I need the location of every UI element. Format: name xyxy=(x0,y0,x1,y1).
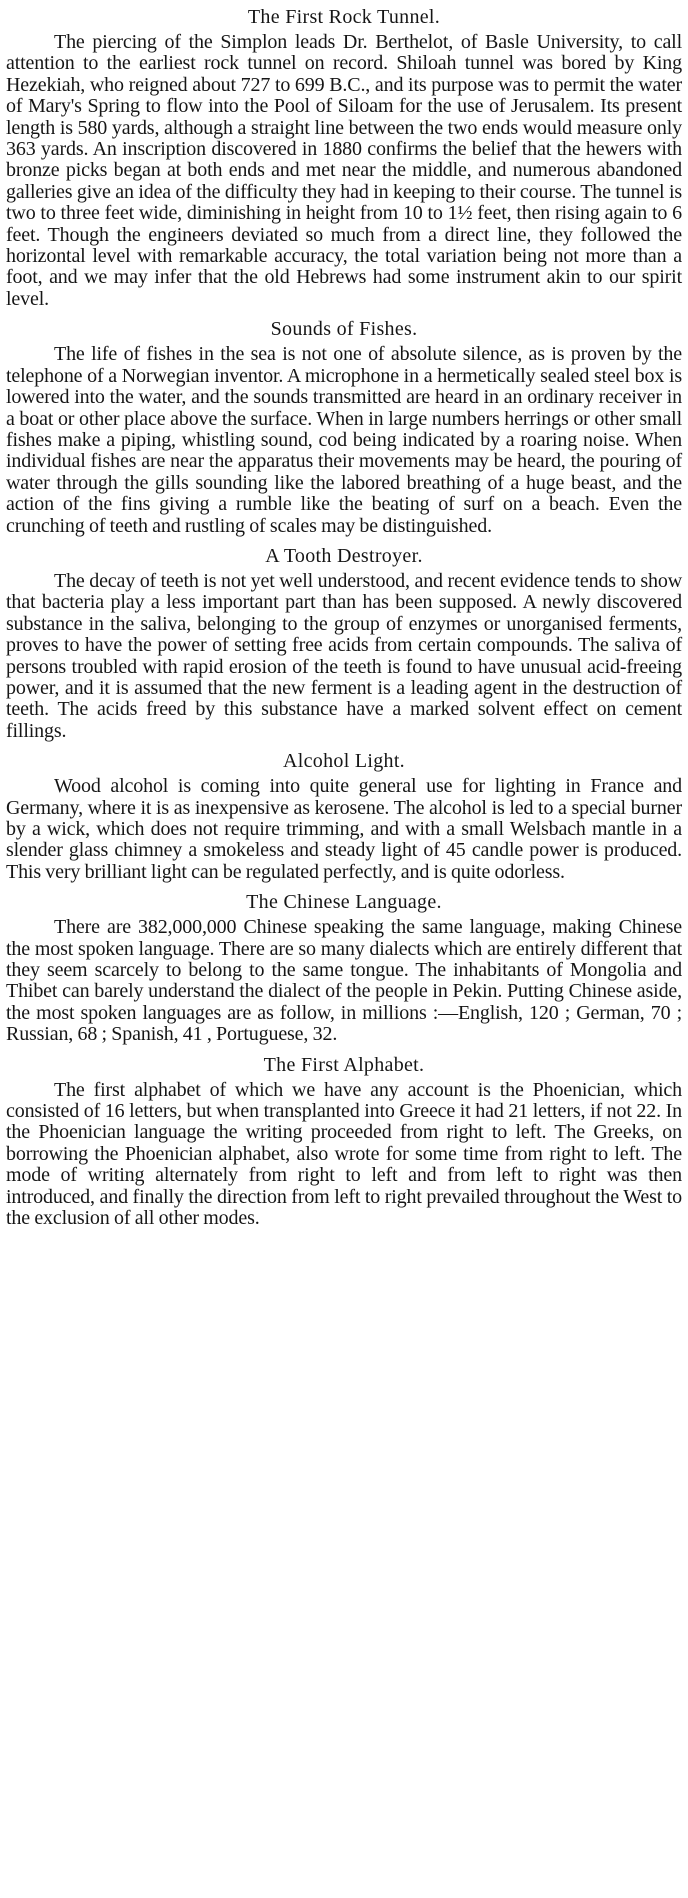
article-headline: The First Rock Tunnel. xyxy=(247,6,441,28)
article-body: There are 382,000,000 Chinese speaking the same language, making Chinese the most spoken language. There are so many dialects which are entirely different that they seem scarcely to belong to the same tongue. The inhabitants of Mongolia and Thibet can barely understand the dialect of the people in Pekin. Putting Chinese aside, the most spoken languages are as follow, in millions :—English, 120 ; German, 70 ; Russian, 68 ; Spanish, 41 , Portuguese, 32. xyxy=(6,916,682,1046)
article-headline: The Chinese Language. xyxy=(246,891,442,914)
article-first-alphabet xyxy=(6,1052,682,1230)
article-body: The piercing of the Simplon leads Dr. Berthelot, of Basle University, to call attention to the earliest rock tunnel on record. Shiloah tunnel was bored by King Hezekiah, who reigned about 727 to 699 B.C., and its purpose was to permit the water of Mary's Spring to flow into the Pool of Siloam for the use of Jerusalem. Its present length is 580 yards, although a straight line between the two ends would measure only 363 yards. An inscription discovered in 1880 confirms the belief that the hewers with bronze picks began at both ends and met near the middle, and numerous abandoned galleries give an idea of the difficulty they had in keeping to their course. The tunnel is two to three feet wide, diminishing in height from 10 to 1½ feet, then rising again to 6 feet. Though the engineers deviated so much from a direct line, they followed the horizontal level with remarkable accuracy, the total variation being not more than a foot, and we may infer that the old Hebrews had some instrument akin to our spirit level. xyxy=(6,31,682,310)
article-headline: The First Alphabet. xyxy=(263,1053,425,1076)
article-headline: Sounds of Fishes. xyxy=(270,318,418,341)
article-headline: A Tooth Destroyer. xyxy=(265,544,423,567)
article-sounds-of-fishes xyxy=(6,316,682,537)
article-body: The first alphabet of which we have any account is the Phoenician, which consisted of 16 letters, but when transplanted into Greece it had 21 letters, if not 22. In the Phoenician language the writing proceeded from right to left. The Greeks, on borrowing the Phoenician alphabet, also wrote for some time from right to left. The mode of writing alternately from right to left and from left to right was then introduced, and finally the direction from left to right prevailed throughout the West to the exclusion of all other modes. xyxy=(6,1078,682,1230)
article-headline: Alcohol Light. xyxy=(283,750,405,773)
article-body: Wood alcohol is coming into quite general use for lighting in France and Germany, where it is as inexpensive as kerosene. The alcohol is led to a special burner by a wick, which does not require trimming, and with a small Welsbach mantle in a slender glass chimney a smokeless and steady light of 45 candle power is produced. This very brilliant light can be regulated perfectly, and is quite odorless. xyxy=(6,775,682,883)
article-body: The life of fishes in the sea is not one of absolute silence, as is proven by the telephone of a Norwegian inventor. A microphone in a hermetically sealed steel box is lowered into the water, and the sounds transmitted are heard in an ordinary receiver in a boat or other place above the surface. When in large numbers herrings or other small fishes make a piping, whistling sound, cod being indicated by a roaring noise. When individual fishes are near the apparatus their movements may be heard, the pouring of water through the gills sounding like the labored breathing of a huge beast, and the action of the fins giving a rumble like the beating of surf on a beach. Even the crunching of teeth and rustling of scales may be distinguished. xyxy=(6,343,682,537)
article-tooth-destroyer xyxy=(6,543,682,742)
article-alcohol-light xyxy=(6,748,682,883)
article-chinese-language xyxy=(6,889,682,1045)
article-body: The decay of teeth is not yet well understood, and recent evidence tends to show that bacteria play a less important part than has been supposed. A newly discovered substance in the saliva, belonging to the group of enzymes or unorganised ferments, proves to have the power of setting free acids from certain compounds. The saliva of persons troubled with rapid erosion of the teeth is found to have unusual acid-freeing power, and it is assumed that the new ferment is a leading agent in the destruction of teeth. The acids freed by this substance have a marked solvent effect on cement fillings. xyxy=(6,569,682,742)
article-first-rock-tunnel xyxy=(6,4,682,310)
